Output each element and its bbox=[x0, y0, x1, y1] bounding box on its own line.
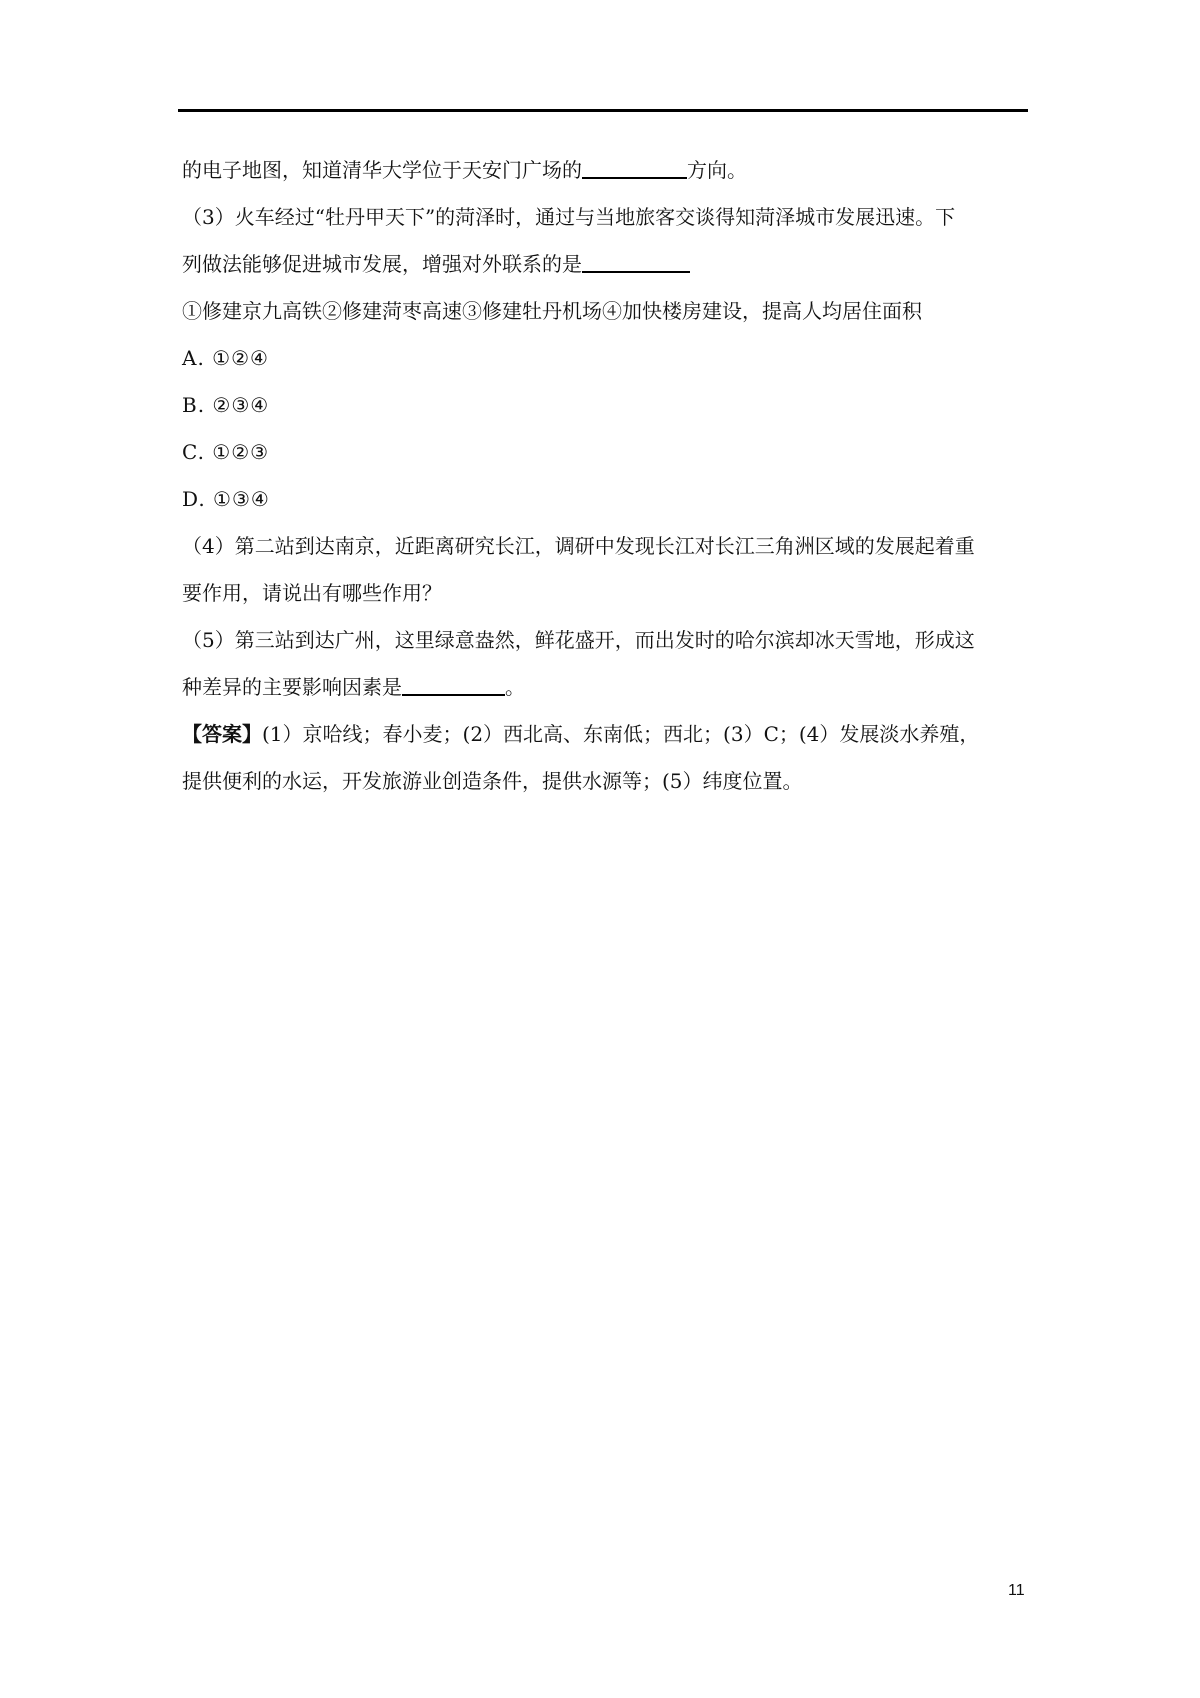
page-number: 11 bbox=[1008, 1582, 1025, 1599]
answer-text: (1）京哈线；春小麦；(2）西北高、东南低；西北；(3）C；(4）发展淡水养殖， bbox=[262, 722, 980, 746]
question-3-line: （3）火车经过“牡丹甲天下”的菏泽时，通过与当地旅客交谈得知菏泽城市发展迅速。下 bbox=[182, 205, 956, 229]
document-body bbox=[182, 147, 1032, 805]
option-d: D. ①③④ bbox=[182, 487, 270, 511]
question-4-line: 要作用，请说出有哪些作用？ bbox=[182, 581, 442, 605]
text-segment: 。 bbox=[505, 675, 525, 699]
question-4-line: （4）第二站到达南京，近距离研究长江，调研中发现长江对长江三角洲区域的发展起着重 bbox=[182, 534, 975, 558]
question-5-line: （5）第三站到达广州，这里绿意盎然，鲜花盛开，而出发时的哈尔滨却冰天雪地，形成这 bbox=[182, 628, 975, 652]
answer-line: 提供便利的水运，开发旅游业创造条件，提供水源等；(5）纬度位置。 bbox=[182, 769, 803, 793]
option-c: C. ①②③ bbox=[182, 440, 270, 464]
text-segment: 的电子地图，知道清华大学位于天安门广场的 bbox=[182, 158, 582, 182]
answer-line bbox=[182, 711, 1032, 758]
option-b: B. ②③④ bbox=[182, 393, 270, 417]
text-line bbox=[182, 147, 1032, 194]
text-segment: 列做法能够促进城市发展，增强对外联系的是 bbox=[182, 252, 582, 276]
question-3-items: ①修建京九高铁②修建菏枣高速③修建牡丹机场④加快楼房建设，提高人均居住面积 bbox=[182, 299, 922, 323]
answer-label: 【答案】 bbox=[182, 722, 262, 746]
answer-blank bbox=[402, 670, 505, 696]
question-5-line bbox=[182, 664, 1032, 711]
header-rule bbox=[178, 109, 1028, 112]
question-3-line bbox=[182, 241, 1032, 288]
answer-blank bbox=[582, 153, 687, 179]
text-segment: 种差异的主要影响因素是 bbox=[182, 675, 402, 699]
answer-blank bbox=[582, 247, 690, 273]
text-segment: 方向。 bbox=[687, 158, 747, 182]
option-a: A. ①②④ bbox=[182, 346, 269, 370]
